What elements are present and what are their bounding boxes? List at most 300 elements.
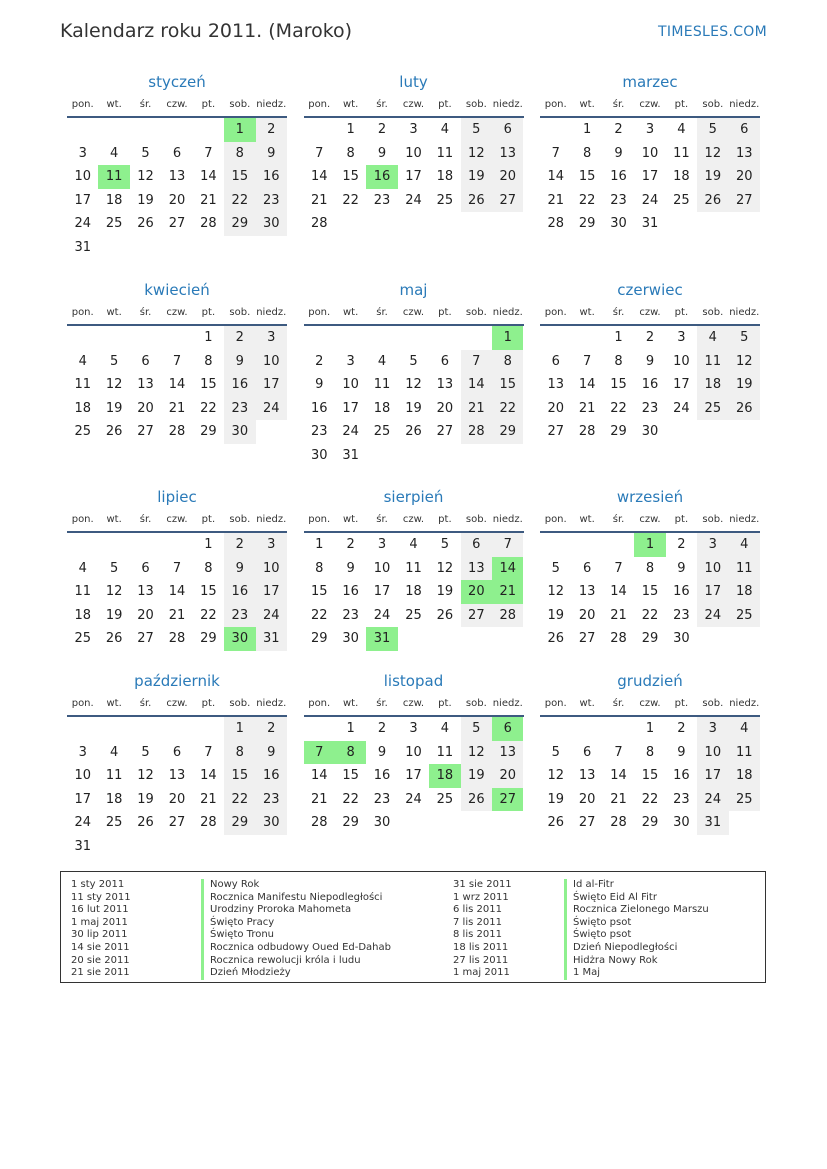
day-cell: 20 <box>137 607 154 623</box>
month-name: wrzesień <box>616 488 684 506</box>
day-cell: 7 <box>172 353 182 369</box>
day-cell: 3 <box>697 533 728 557</box>
day-cell: 8 <box>204 353 213 369</box>
day-cell: 5 <box>461 717 492 741</box>
day-cell: 13 <box>492 142 523 166</box>
weekday-label: śr. <box>612 514 625 525</box>
day-cell: 3 <box>697 717 728 741</box>
day-cell: 9 <box>377 145 387 161</box>
day-cell: 15 <box>224 764 255 788</box>
week-row <box>540 717 760 741</box>
holiday-day-cell: 7 <box>304 741 335 765</box>
empty-cell <box>492 627 523 651</box>
day-cell: 30 <box>256 212 287 236</box>
month-name: maj <box>399 281 428 299</box>
day-cell: 10 <box>673 353 690 369</box>
empty-cell <box>304 717 335 741</box>
day-cell: 10 <box>641 145 659 161</box>
weekday-label: pt. <box>674 698 689 709</box>
empty-cell <box>193 835 224 859</box>
day-cell: 18 <box>436 169 454 184</box>
day-cell: 29 <box>200 631 217 646</box>
day-cell: 12 <box>405 377 422 392</box>
weekday-label: wt. <box>106 698 122 709</box>
day-cell: 29 <box>310 631 328 646</box>
empty-cell <box>540 533 571 557</box>
day-cell: 14 <box>200 768 217 783</box>
day-cell: 31 <box>256 627 287 651</box>
week-row <box>67 142 287 166</box>
week-row <box>304 189 524 213</box>
day-cell: 18 <box>673 169 690 184</box>
day-cell: 26 <box>461 189 492 213</box>
week-row <box>304 580 524 604</box>
day-cell: 25 <box>729 604 760 628</box>
legend-holiday-name: Rocznica rewolucji króla i ludu <box>201 955 391 968</box>
day-cell: 13 <box>168 768 186 783</box>
weekday-label: czw. <box>639 99 661 110</box>
holiday-day-cell: 6 <box>492 717 523 741</box>
week-row <box>304 326 524 350</box>
weekday-header <box>304 302 524 326</box>
weekday-label: pon. <box>308 307 331 318</box>
weekday-label: wt. <box>579 698 595 709</box>
day-cell: 8 <box>645 560 655 576</box>
day-cell: 9 <box>677 560 686 576</box>
day-cell: 19 <box>405 400 422 416</box>
week-row <box>540 326 760 350</box>
day-cell: 16 <box>310 400 328 416</box>
day-cell: 1 <box>204 537 213 552</box>
day-cell: 21 <box>578 400 596 416</box>
day-cell: 16 <box>224 580 255 604</box>
day-cell: 9 <box>677 744 686 760</box>
day-cell: 25 <box>405 607 422 623</box>
day-cell: 27 <box>547 424 564 439</box>
day-cell: 11 <box>436 744 454 760</box>
day-cell: 17 <box>342 400 359 416</box>
day-cell: 29 <box>342 815 359 830</box>
weekday-label: sob. <box>229 99 251 110</box>
empty-cell <box>729 627 760 651</box>
empty-cell <box>161 835 192 859</box>
empty-cell <box>98 717 129 741</box>
weekday-label: niedz. <box>729 514 760 525</box>
day-cell: 13 <box>137 584 154 599</box>
day-cell: 21 <box>200 192 217 208</box>
day-cell: 21 <box>610 607 627 623</box>
weekday-label: pt. <box>201 514 216 525</box>
day-cell: 21 <box>310 791 328 807</box>
day-cell: 10 <box>256 557 287 581</box>
day-cell: 15 <box>342 768 359 783</box>
day-cell: 29 <box>641 631 659 646</box>
empty-cell <box>161 118 192 142</box>
week-row <box>540 741 760 765</box>
day-cell: 29 <box>224 811 255 835</box>
day-cell: 19 <box>461 764 492 788</box>
day-cell: 17 <box>697 580 728 604</box>
day-cell: 27 <box>168 216 186 231</box>
empty-cell <box>571 717 602 741</box>
empty-cell <box>335 326 366 350</box>
weekday-label: pon. <box>544 99 567 110</box>
day-cell: 6 <box>551 353 560 369</box>
day-cell: 19 <box>461 165 492 189</box>
day-cell: 23 <box>224 397 255 421</box>
weekday-label: pt. <box>674 99 689 110</box>
day-cell: 28 <box>578 424 596 439</box>
week-row <box>540 764 760 788</box>
day-cell: 20 <box>547 400 564 416</box>
weekday-label: śr. <box>139 514 152 525</box>
empty-cell <box>398 326 429 350</box>
weekday-header <box>540 302 760 326</box>
day-cell: 3 <box>78 145 87 161</box>
month-name: luty <box>399 73 428 91</box>
legend-date: 27 lis 2011 <box>453 954 509 966</box>
day-cell: 28 <box>310 216 328 231</box>
weekday-label: śr. <box>376 514 388 525</box>
legend-dates-right <box>453 879 512 980</box>
weekday-header <box>67 94 287 118</box>
day-cell: 28 <box>310 815 328 830</box>
weekday-label: czw. <box>402 698 425 709</box>
day-cell: 20 <box>492 165 523 189</box>
weekday-label: śr. <box>612 99 625 110</box>
day-cell: 5 <box>551 560 560 576</box>
week-row <box>67 604 287 628</box>
day-cell: 18 <box>729 580 760 604</box>
day-cell: 3 <box>645 122 655 137</box>
weekday-label: sob. <box>465 99 487 110</box>
week-row <box>67 557 287 581</box>
empty-cell <box>161 717 192 741</box>
weekday-header <box>540 509 760 533</box>
day-cell: 17 <box>641 169 659 184</box>
legend-date: 11 sty 2011 <box>71 891 131 903</box>
legend-holiday-name: Rocznica Zielonego Marszu <box>564 904 709 917</box>
day-cell: 20 <box>729 165 760 189</box>
day-cell: 11 <box>74 377 91 392</box>
day-cell: 23 <box>342 607 359 623</box>
weekday-label: wt. <box>342 698 359 709</box>
day-cell: 2 <box>346 537 355 552</box>
day-cell: 9 <box>346 560 355 576</box>
legend-holiday-name: Hidżra Nowy Rok <box>564 955 709 968</box>
day-cell: 19 <box>105 400 123 416</box>
week-row <box>540 212 760 236</box>
weekday-label: wt. <box>106 514 122 525</box>
holiday-day-cell: 20 <box>461 580 492 604</box>
day-cell: 15 <box>224 165 255 189</box>
empty-cell <box>571 326 602 350</box>
day-cell: 31 <box>641 216 659 231</box>
empty-cell <box>98 118 129 142</box>
day-cell: 12 <box>436 560 454 576</box>
month-block <box>540 669 760 859</box>
day-cell: 6 <box>141 560 150 576</box>
legend-holiday-name: Dzień Niepodległości <box>564 942 709 955</box>
empty-cell <box>98 326 129 350</box>
day-cell: 9 <box>377 744 387 760</box>
day-cell: 3 <box>409 721 418 736</box>
week-row <box>304 142 524 166</box>
week-row <box>304 604 524 628</box>
month-block <box>304 70 524 278</box>
week-row <box>540 420 760 444</box>
weekday-label: śr. <box>612 698 625 709</box>
day-cell: 26 <box>405 424 422 439</box>
day-cell: 15 <box>200 584 217 599</box>
weekday-label: niedz. <box>729 698 760 709</box>
day-cell: 24 <box>697 788 728 812</box>
empty-cell <box>729 811 760 835</box>
weekday-label: sob. <box>229 698 251 709</box>
weekday-label: czw. <box>639 307 661 318</box>
weekday-header <box>304 509 524 533</box>
day-cell: 22 <box>641 791 659 807</box>
weekday-label: czw. <box>166 514 188 525</box>
holiday-day-cell: 11 <box>98 165 129 189</box>
day-cell: 18 <box>105 791 123 807</box>
day-cell: 17 <box>74 192 91 208</box>
month-name: marzec <box>622 73 678 91</box>
week-row <box>67 627 287 651</box>
day-cell: 19 <box>137 791 154 807</box>
legend-date: 30 lip 2011 <box>71 929 128 941</box>
day-cell: 8 <box>224 741 255 765</box>
day-cell: 2 <box>614 122 623 137</box>
day-cell: 17 <box>697 764 728 788</box>
day-cell: 7 <box>204 744 213 760</box>
holiday-day-cell: 1 <box>492 326 523 350</box>
weekday-label: pt. <box>201 307 216 318</box>
day-cell: 16 <box>342 584 359 599</box>
day-cell: 17 <box>74 791 91 807</box>
month-block <box>304 669 524 859</box>
day-cell: 5 <box>109 353 119 369</box>
weekday-label: niedz. <box>256 514 287 525</box>
day-cell: 25 <box>105 815 123 830</box>
legend-date: 1 sty 2011 <box>71 879 125 890</box>
legend-dates-left <box>71 879 131 980</box>
legend-date: 31 sie 2011 <box>453 879 512 890</box>
day-cell: 22 <box>342 791 359 807</box>
day-cell: 22 <box>641 607 659 623</box>
weekday-header <box>304 693 524 717</box>
day-cell: 18 <box>729 764 760 788</box>
day-cell: 27 <box>137 424 154 439</box>
legend-date: 6 lis 2011 <box>453 904 502 916</box>
day-cell: 14 <box>610 584 627 599</box>
empty-cell <box>256 420 287 444</box>
day-cell: 7 <box>492 533 523 557</box>
week-row <box>304 165 524 189</box>
day-cell: 2 <box>256 717 287 741</box>
legend-holiday-name: Święto Pracy <box>201 917 391 930</box>
day-cell: 10 <box>256 350 287 374</box>
empty-cell <box>492 444 523 468</box>
holiday-day-cell: 31 <box>366 627 397 651</box>
day-cell: 13 <box>729 142 760 166</box>
empty-cell <box>429 627 460 651</box>
day-cell: 10 <box>405 744 422 760</box>
day-cell: 15 <box>641 584 659 599</box>
holiday-day-cell: 8 <box>335 741 366 765</box>
weekday-label: czw. <box>166 307 188 318</box>
day-cell: 13 <box>492 741 523 765</box>
day-cell: 8 <box>582 145 592 161</box>
week-row <box>540 397 760 421</box>
day-cell: 12 <box>461 142 492 166</box>
week-row <box>540 533 760 557</box>
day-cell: 15 <box>310 584 328 599</box>
day-cell: 12 <box>137 169 154 184</box>
empty-cell <box>429 811 460 835</box>
day-cell: 16 <box>373 768 391 783</box>
weekday-label: pon. <box>71 307 94 318</box>
week-row <box>304 557 524 581</box>
day-cell: 6 <box>440 353 450 369</box>
day-cell: 18 <box>105 192 123 208</box>
weekday-label: niedz. <box>729 307 760 318</box>
week-row <box>304 350 524 374</box>
weekday-label: niedz. <box>256 698 287 709</box>
weekday-label: sob. <box>465 514 487 525</box>
day-cell: 31 <box>342 447 359 463</box>
day-cell: 4 <box>729 717 760 741</box>
weekday-label: niedz. <box>492 514 523 525</box>
day-cell: 4 <box>729 533 760 557</box>
day-cell: 29 <box>492 420 523 444</box>
day-cell: 19 <box>547 607 564 623</box>
day-cell: 2 <box>377 721 387 736</box>
month-name: styczeń <box>148 73 206 91</box>
day-cell: 19 <box>729 373 760 397</box>
day-cell: 9 <box>256 741 287 765</box>
week-row <box>67 189 287 213</box>
legend-names-right <box>564 879 709 980</box>
weekday-label: sob. <box>702 99 724 110</box>
day-cell: 24 <box>673 400 690 416</box>
day-cell: 18 <box>697 373 728 397</box>
day-cell: 11 <box>405 560 422 576</box>
day-cell: 30 <box>673 631 690 646</box>
day-cell: 1 <box>224 717 255 741</box>
day-cell: 6 <box>172 744 182 760</box>
day-cell: 11 <box>74 584 91 599</box>
day-cell: 24 <box>256 604 287 628</box>
brand-link[interactable]: TIMESLES.COM <box>658 24 767 40</box>
weekday-label: czw. <box>639 698 661 709</box>
week-row <box>67 236 287 260</box>
day-cell: 20 <box>137 400 154 416</box>
day-cell: 4 <box>409 537 418 552</box>
day-cell: 31 <box>697 811 728 835</box>
month-name: sierpień <box>383 488 444 506</box>
month-block <box>540 485 760 669</box>
day-cell: 23 <box>673 607 690 623</box>
day-cell: 25 <box>436 791 454 807</box>
day-cell: 30 <box>224 420 255 444</box>
week-row <box>67 764 287 788</box>
weekday-label: sob. <box>702 307 724 318</box>
day-cell: 7 <box>315 145 324 161</box>
day-cell: 8 <box>492 350 523 374</box>
day-cell: 2 <box>677 537 686 552</box>
empty-cell <box>697 420 728 444</box>
week-row <box>67 835 287 859</box>
day-cell: 22 <box>200 400 217 416</box>
week-row <box>67 717 287 741</box>
empty-cell <box>461 212 492 236</box>
empty-cell <box>540 326 571 350</box>
day-cell: 30 <box>310 447 328 463</box>
day-cell: 8 <box>224 142 255 166</box>
month-block <box>304 485 524 669</box>
week-row <box>67 350 287 374</box>
week-row <box>304 420 524 444</box>
day-cell: 3 <box>677 330 686 345</box>
day-cell: 12 <box>105 584 123 599</box>
month-block <box>67 278 287 485</box>
day-cell: 8 <box>315 560 324 576</box>
day-cell: 22 <box>578 192 596 208</box>
day-cell: 25 <box>729 788 760 812</box>
week-row <box>304 811 524 835</box>
weekday-label: pon. <box>544 698 567 709</box>
day-cell: 30 <box>342 631 359 646</box>
day-cell: 26 <box>137 216 154 231</box>
legend-date: 8 lis 2011 <box>453 929 502 941</box>
day-cell: 3 <box>377 537 387 552</box>
day-cell: 12 <box>729 350 760 374</box>
weekday-label: pon. <box>71 99 94 110</box>
day-cell: 8 <box>204 560 213 576</box>
week-row <box>304 397 524 421</box>
week-row <box>304 627 524 651</box>
day-cell: 25 <box>105 216 123 231</box>
holiday-day-cell: 27 <box>492 788 523 812</box>
day-cell: 12 <box>697 142 728 166</box>
day-cell: 27 <box>436 424 454 439</box>
day-cell: 14 <box>168 377 186 392</box>
day-cell: 24 <box>256 397 287 421</box>
legend-holiday-name: Urodziny Proroka Mahometa <box>201 904 391 917</box>
legend-holiday-name: Święto Eid Al Fitr <box>564 892 709 905</box>
day-cell: 24 <box>405 192 422 208</box>
week-row <box>304 717 524 741</box>
day-cell: 11 <box>673 145 690 161</box>
day-cell: 27 <box>729 189 760 213</box>
day-cell: 1 <box>582 122 592 137</box>
day-cell: 10 <box>342 377 359 392</box>
day-cell: 31 <box>74 838 91 854</box>
legend-holiday-name: 1 Maj <box>564 967 709 980</box>
legend-date: 16 lut 2011 <box>71 904 129 916</box>
empty-cell <box>540 118 571 142</box>
day-cell: 25 <box>74 631 91 646</box>
day-cell: 18 <box>373 400 391 416</box>
day-cell: 16 <box>610 169 627 184</box>
legend-holiday-name: Id al-Fitr <box>564 879 709 892</box>
empty-cell <box>193 717 224 741</box>
week-row <box>540 788 760 812</box>
day-cell: 9 <box>614 145 623 161</box>
weekday-label: pt. <box>674 514 689 525</box>
day-cell: 6 <box>582 560 592 576</box>
